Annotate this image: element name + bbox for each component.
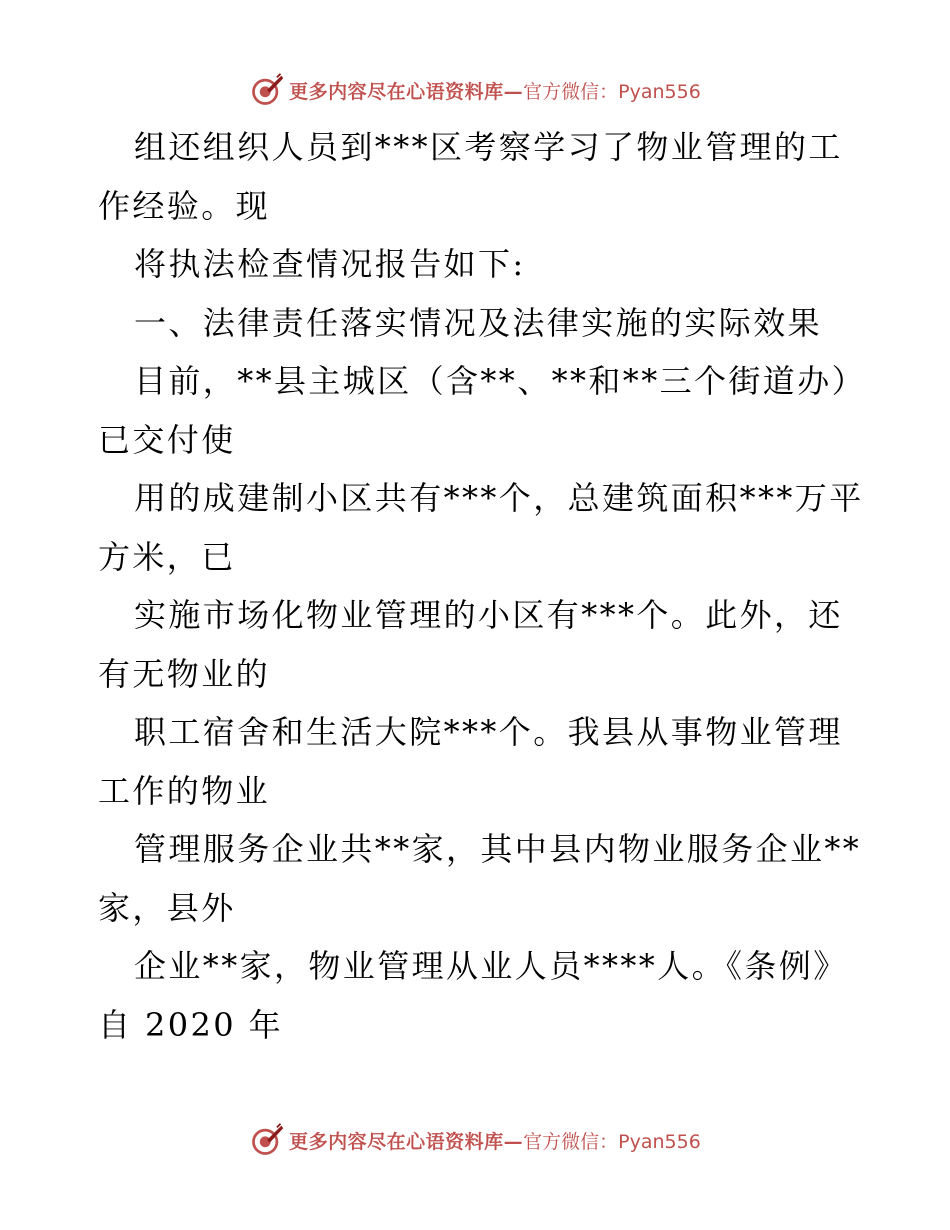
- header-wechat-text: 官方微信：Pyan556: [523, 80, 701, 103]
- body-line: 工作的物业: [98, 771, 271, 810]
- footer-banner: [0, 1120, 950, 1160]
- body-line: 目前，**县主城区（含**、**和**三个街道办）: [134, 362, 867, 400]
- body-line: 管理服务企业共**家，其中县内物业服务企业**: [134, 830, 862, 868]
- body-line: 企业**家，物业管理从业人员****人。《条例》: [134, 947, 848, 985]
- header-brand-text: 更多内容尽在心语资料库—: [289, 80, 524, 103]
- document-body: [98, 118, 867, 1054]
- body-line: 用的成建制小区共有***个，总建筑面积***万平: [134, 479, 864, 517]
- body-line: 有无物业的: [98, 654, 271, 693]
- section-heading: 一、法律责任落实情况及法律实施的实际效果: [134, 303, 823, 342]
- body-line: 组还组织人员到***区考察学习了物业管理的工: [134, 128, 843, 166]
- footer-brand-text: 更多内容尽在心语资料库—: [289, 1130, 524, 1153]
- body-line: 作经验。现: [98, 186, 271, 225]
- quill-seal-logo-icon: [249, 72, 285, 108]
- quill-seal-logo-icon: [249, 1122, 285, 1158]
- body-line: 实施市场化物业管理的小区有***个。此外，还: [134, 596, 843, 634]
- body-line: 已交付使: [98, 420, 236, 459]
- footer-wechat-text: 官方微信：Pyan556: [523, 1130, 701, 1153]
- body-line: 职工宿舍和生活大院***个。我县从事物业管理: [134, 713, 843, 751]
- body-line: 方米，已: [98, 537, 236, 576]
- body-line: 自 2020 年: [98, 1005, 283, 1044]
- body-line: 家，县外: [98, 888, 236, 927]
- body-line: 将执法检查情况报告如下:: [134, 245, 526, 283]
- header-banner: [0, 70, 950, 110]
